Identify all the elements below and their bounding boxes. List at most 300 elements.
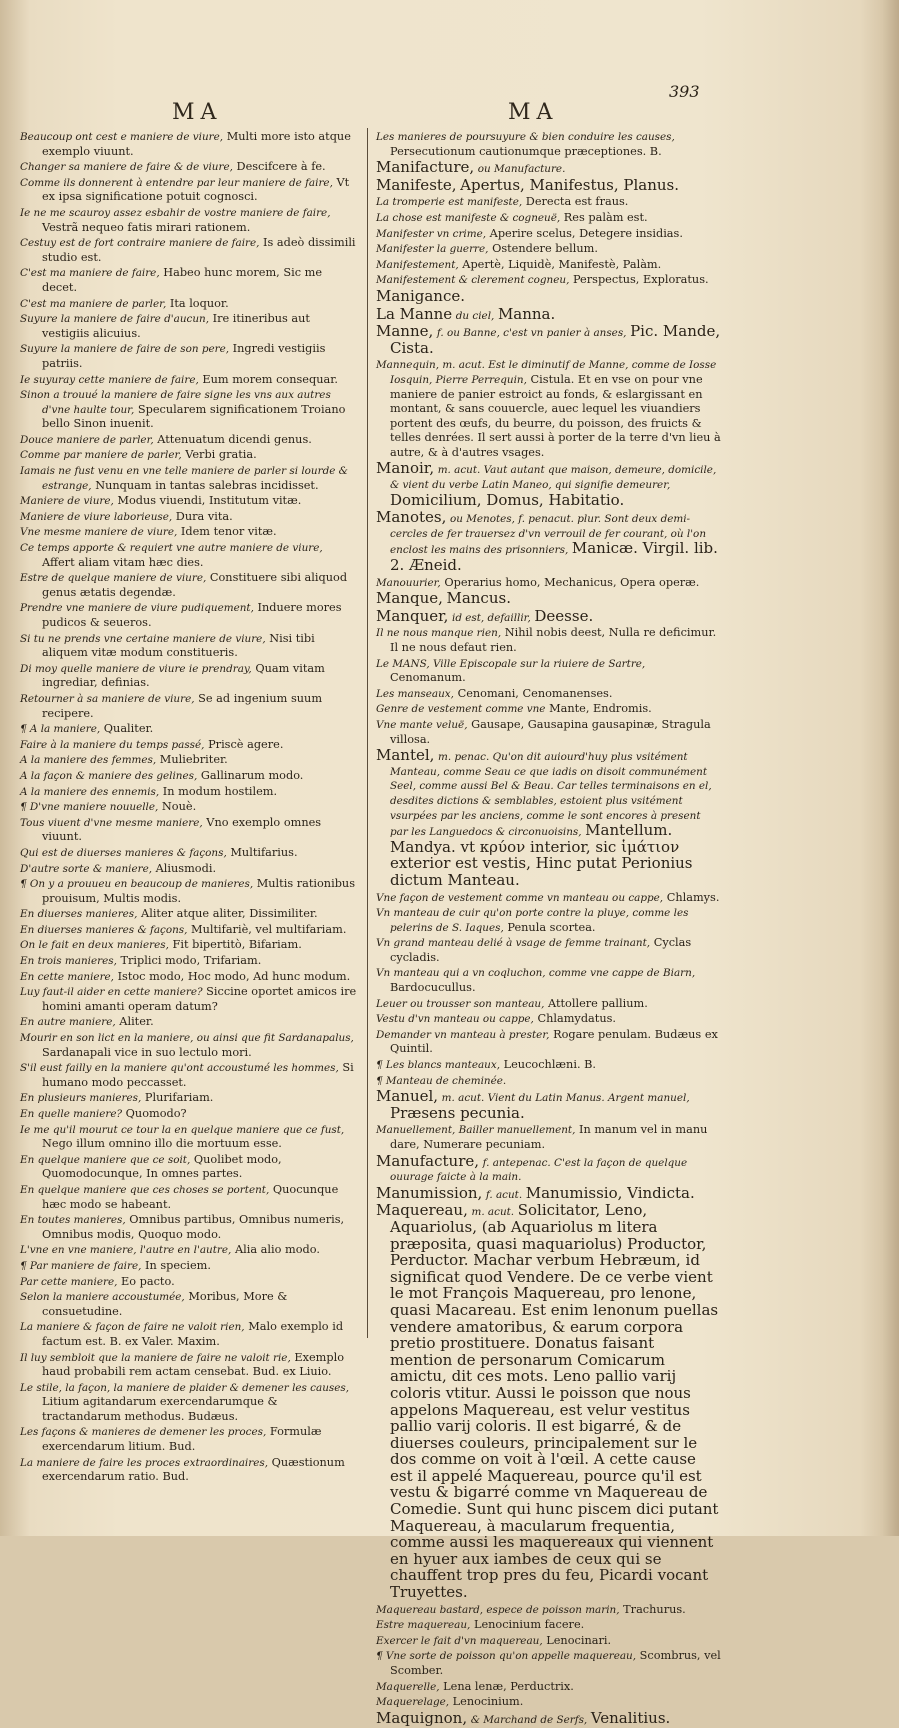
- entry-latin: Lenocinium.: [452, 1695, 524, 1709]
- entry-latin: Res palàm est.: [563, 210, 648, 224]
- dictionary-entry: [8, 571, 358, 600]
- entry-french: Di moy quelle maniere de viure ie prendray,: [20, 662, 252, 675]
- dictionary-entry: [8, 1123, 358, 1152]
- dictionary-entry: [8, 448, 358, 463]
- dictionary-entry: [8, 1381, 358, 1425]
- running-head-left: MA: [172, 100, 223, 125]
- dictionary-entry: [8, 510, 358, 525]
- entry-latin: Si humano modo peccasset.: [42, 1061, 354, 1089]
- dictionary-entry: [376, 510, 721, 574]
- entry-latin: Eo pacto.: [121, 1274, 175, 1288]
- entry-french: Suyure la maniere de faire de son pere,: [20, 343, 230, 356]
- dictionary-entry: [8, 312, 358, 341]
- entry-french: Maniere de viure,: [20, 495, 114, 508]
- dictionary-entry: [376, 1634, 721, 1649]
- dictionary-entry: [8, 1290, 358, 1319]
- dictionary-entry: [8, 206, 358, 235]
- dictionary-entry: [376, 576, 721, 591]
- entry-latin: Cenomani, Cenomanenses.: [457, 686, 613, 700]
- entry-latin: Exemplo haud probabili rem actam censebat. Bud. ex Liuio.: [42, 1350, 345, 1379]
- entry-latin: Se ad ingenium suum recipere.: [42, 691, 323, 720]
- dictionary-entry: [376, 1603, 721, 1618]
- entry-french: Il luy sembloit que la maniere de faire ne valoit rie,: [20, 1351, 291, 1364]
- entry-french: Vne façon de vestement comme vn manteau ou cappe,: [376, 891, 664, 904]
- entry-french: A la façon & maniere des gelines,: [20, 769, 198, 782]
- dictionary-entry: [8, 1091, 358, 1106]
- entry-french: ou Manufacture.: [477, 163, 566, 176]
- dictionary-entry: [376, 718, 721, 747]
- entry-headword: Manigance.: [376, 286, 466, 305]
- entry-french: Maquereau bastard, espece de poisson marin,: [376, 1603, 620, 1616]
- dictionary-entry: [8, 907, 358, 922]
- entry-french: C'est ma maniere de parler,: [20, 297, 167, 310]
- entry-french: En plusieurs manieres,: [20, 1092, 142, 1105]
- dictionary-entry: [376, 1183, 721, 1203]
- entry-french: Le stile, la façon, la maniere de plaider & demener les causes,: [20, 1381, 350, 1394]
- entry-french: ¶ Les blancs manteaux,: [376, 1059, 501, 1072]
- entry-french: C'est ma maniere de faire,: [20, 267, 160, 280]
- entry-french: La tromperie est manifeste,: [376, 196, 523, 209]
- entry-latin: Deesse.: [534, 606, 594, 625]
- entry-french: Tous viuent d'vne mesme maniere,: [20, 816, 203, 829]
- dictionary-entry: [376, 966, 721, 995]
- entry-latin: Manna.: [497, 304, 556, 323]
- entry-latin: Operarius homo, Mechanicus, Opera operæ.: [444, 575, 700, 589]
- entry-latin: Mante, Endromis.: [549, 702, 652, 716]
- entry-headword: Manuel,: [376, 1087, 439, 1106]
- dictionary-entry: [8, 176, 358, 205]
- dictionary-entry: [376, 175, 721, 195]
- entry-latin: Ingredi vestigiis patriis.: [42, 342, 326, 370]
- entry-latin: Venalitius.: [590, 1708, 671, 1727]
- entry-french: En diuerses manieres,: [20, 908, 138, 921]
- entry-latin: Omnibus partibus, Omnibus numeris, Omnibus modis, Quoquo modo.: [42, 1213, 345, 1241]
- entry-french: Les manieres de poursuyure & bien conduire les causes,: [376, 131, 675, 143]
- entry-french: Manifestement,: [376, 258, 459, 271]
- entry-french: Estre maquereau,: [376, 1619, 471, 1632]
- entry-french: Manifestement & clerement cogneu,: [376, 274, 570, 287]
- dictionary-entry: [8, 769, 358, 784]
- entry-french: du ciel,: [455, 309, 495, 322]
- dictionary-entry: [376, 1012, 721, 1027]
- dictionary-entry: [8, 846, 358, 861]
- entry-latin: Attenuatum dicendi genus.: [157, 432, 312, 446]
- entry-latin: Induere mores pudicos & seueros.: [42, 601, 342, 629]
- dictionary-entry: [376, 1151, 721, 1185]
- entry-french: Demander vn manteau à prester,: [376, 1028, 550, 1041]
- dictionary-entry: [376, 748, 721, 889]
- entry-french: Vne mesme maniere de viure,: [20, 526, 178, 539]
- dictionary-entry: [8, 1320, 358, 1349]
- dictionary-entry: [8, 1243, 358, 1258]
- entry-latin: In speciem.: [145, 1258, 211, 1272]
- entry-french: S'il eust failly en la maniere qu'ont accoustumé les hommes,: [20, 1062, 339, 1075]
- entry-french: Faire à la maniere du temps passé,: [20, 738, 205, 751]
- entry-french: En cette maniere,: [20, 970, 114, 983]
- entry-headword: Manque,: [376, 589, 443, 608]
- dictionary-entry: [8, 753, 358, 768]
- entry-french: m. penac. Qu'on dit auiourd'huy plus vsitément Manteau, comme Seau ce que iadis on disoit communément Seel, comme aussi Bel & Beau. Car telles terminaisons en el, desdites dictions & semblables, estoient plus vsitément vsurpées par les anciens, comme le sont encores à present par les Languedocs & circonuoisins,: [390, 751, 712, 839]
- entry-latin: Verbi gratia.: [185, 448, 257, 462]
- dictionary-entry: [8, 954, 358, 969]
- entry-french: Maniere de viure laborieuse,: [20, 510, 173, 523]
- entry-latin: Quomodo?: [125, 1107, 187, 1120]
- dictionary-entry: [8, 692, 358, 721]
- entry-latin: Cistula. Et en vse on pour vne maniere de panier estroict au fonds, & eslargissant en montant, & sans couuercle, auec lequel les viuandiers portent des œufs, du beurre, du poisson, des fruicts & telles denrées. Il sert aussi à porter de la terre d'vn lieu à autre, & à d'autres vsages.: [390, 372, 721, 459]
- entry-french: En quelle maniere?: [20, 1108, 123, 1120]
- entry-french: Estre de quelque maniere de viure,: [20, 572, 207, 585]
- entry-latin: Eum morem consequar.: [202, 372, 338, 386]
- dictionary-entry: [376, 687, 721, 702]
- page-number: 393: [669, 82, 700, 101]
- entry-french: En quelque maniere que ces choses se portent,: [20, 1183, 270, 1196]
- entry-latin: Domicilium, Domus, Habitatio.: [390, 490, 625, 509]
- entry-latin: Præsens pecunia.: [390, 1103, 525, 1122]
- entry-latin: Constituere sibi aliquod genus ætatis degendæ.: [42, 571, 348, 599]
- dictionary-entry: [376, 626, 721, 655]
- entry-latin: Rogare penulam. Budæus ex Quintil.: [390, 1027, 718, 1056]
- entry-french: Manuellement, Bailler manuellement,: [376, 1124, 576, 1137]
- dictionary-entry: [8, 1107, 358, 1122]
- entry-french: Maquerelle,: [376, 1680, 440, 1693]
- entry-headword: Manufacture,: [376, 1151, 480, 1170]
- dictionary-entry: [376, 130, 721, 159]
- entry-latin: Specularem significationem Troiano bello Sinon inuenit.: [42, 402, 346, 431]
- dictionary-entry: [8, 1275, 358, 1290]
- entry-headword: Manifacture,: [376, 158, 475, 177]
- dictionary-entry: [376, 1203, 721, 1601]
- entry-french: Si tu ne prends vne certaine maniere de viure,: [20, 632, 266, 645]
- right-column: [376, 130, 721, 1728]
- entry-latin: Gallinarum modo.: [200, 768, 304, 782]
- entry-french: m. acut. Vient du Latin Manus. Argent manuel,: [441, 1092, 690, 1105]
- entry-french: Manifester vn crime,: [376, 227, 487, 240]
- dictionary-entry: [8, 541, 358, 570]
- dictionary-entry: [376, 1618, 721, 1633]
- entry-latin: Mantellum. Mandya. vt κρύον interior, sic ἱμάτιον exterior est vestis, Hinc putat Perionius dictum Manteau.: [390, 821, 693, 889]
- entry-latin: Perspectus, Exploratus.: [572, 273, 709, 287]
- entry-french: Manouurier,: [376, 576, 441, 589]
- dictionary-entry: [376, 1708, 721, 1728]
- entry-latin: Aliter atque aliter, Dissimiliter.: [141, 907, 318, 921]
- entry-headword: Maquignon,: [376, 1708, 468, 1727]
- entry-latin: Nunquam in tantas salebras incidisset.: [95, 478, 319, 492]
- entry-latin: Nihil nobis deest, Nulla re deficimur. Il ne nous defaut rien.: [390, 626, 717, 654]
- entry-french: Il ne nous manque rien,: [376, 627, 502, 640]
- entry-latin: Lena lenæ, Perductrix.: [443, 1679, 574, 1693]
- entry-french: En autre maniere,: [20, 1016, 116, 1029]
- entry-latin: In manum vel in manu dare, Numerare pecuniam.: [390, 1123, 708, 1151]
- dictionary-entry: [376, 358, 721, 460]
- entry-headword: Manifeste,: [376, 175, 457, 194]
- entry-french: A la maniere des femmes,: [20, 754, 157, 767]
- dictionary-entry: [8, 494, 358, 509]
- entry-latin: Moribus, More & consuetudine.: [42, 1290, 288, 1318]
- entry-latin: Apertè, Liquidè, Manifestè, Palàm.: [462, 257, 662, 271]
- entry-french: On le fait en deux manieres,: [20, 939, 169, 952]
- dictionary-entry: [8, 1351, 358, 1380]
- entry-latin: Litium agitandarum exercendarumque & tractandarum methodus. Budæus.: [42, 1395, 278, 1423]
- dictionary-entry: [8, 433, 358, 448]
- dictionary-entry: [8, 1456, 358, 1485]
- entry-french: Par cette maniere,: [20, 1275, 118, 1288]
- entry-french: id est, defaillir,: [452, 611, 531, 624]
- entry-latin: Pic. Mande, Cista.: [390, 322, 721, 357]
- entry-french: ¶ Par maniere de faire,: [20, 1259, 142, 1272]
- entry-latin: Ita loquor.: [169, 296, 229, 310]
- entry-headword: Manumission,: [376, 1183, 483, 1202]
- dictionary-entry: [8, 877, 358, 906]
- entry-french: La maniere de faire les proces extraordinaires,: [20, 1456, 269, 1469]
- entry-french: En quelque maniere que ce soit,: [20, 1153, 191, 1166]
- entry-french: f. ou Banne, c'est vn panier à anses,: [436, 327, 627, 340]
- entry-latin: Chlamys.: [666, 890, 720, 904]
- entry-french: Vestu d'vn manteau ou cappe,: [376, 1013, 534, 1026]
- entry-french: ou Menotes, f. penacut. plur. Sont deux demi-cercles de fer trauersez d'vn verrouil de fer courant, où l'on enclost les mains des prisonniers,: [390, 513, 707, 557]
- dictionary-entry: [8, 662, 358, 691]
- dictionary-entry: [8, 1031, 358, 1060]
- dictionary-entry: [376, 1074, 721, 1089]
- entry-french: Prendre vne maniere de viure pudiquement,: [20, 602, 254, 615]
- entry-french: D'autre sorte & maniere,: [20, 862, 153, 875]
- entry-french: La chose est manifeste & cogneuë,: [376, 211, 561, 224]
- entry-french: ¶ Vne sorte de poisson qu'on appelle maquereau,: [376, 1650, 637, 1663]
- entry-latin: Nouè.: [161, 800, 197, 814]
- entry-french: Le MANS, Ville Episcopale sur la riuiere de Sartre,: [376, 657, 646, 670]
- entry-french: m. acut. Vaut autant que maison, demeure, domicile, & vient du verbe Latin Maneo, qui signifie demeurer,: [390, 464, 717, 492]
- entry-latin: Dura vita.: [175, 509, 233, 523]
- dictionary-entry: [8, 266, 358, 295]
- entry-latin: Multifarius.: [230, 845, 298, 859]
- dictionary-entry: [8, 738, 358, 753]
- dictionary-entry: [8, 923, 358, 938]
- dictionary-entry: [8, 785, 358, 800]
- entry-latin: Vno exemplo omnes viuunt.: [42, 815, 322, 844]
- entry-french: Vne mante veluë,: [376, 718, 468, 731]
- entry-latin: Nego illum omnino illo die mortuum esse.: [42, 1137, 282, 1151]
- entry-latin: Cyclas cycladis.: [390, 936, 692, 964]
- dictionary-entry: [376, 195, 721, 210]
- dictionary-entry: [376, 1058, 721, 1073]
- entry-french: Selon la maniere accoustumée,: [20, 1291, 185, 1304]
- entry-french: Genre de vestement comme vne: [376, 703, 546, 716]
- entry-headword: Manquer,: [376, 606, 449, 625]
- entry-french: f. acut.: [485, 1188, 523, 1201]
- dictionary-entry: [8, 1015, 358, 1030]
- dictionary-entry: [376, 906, 721, 935]
- entry-latin: Cenomanum.: [390, 671, 466, 685]
- dictionary-entry: [8, 601, 358, 630]
- dictionary-entry: [8, 1425, 358, 1454]
- entry-french: Mannequin, m. acut. Est le diminutif de Manne, comme de Iosse Iosquin, Pierre Perrequin,: [376, 359, 717, 386]
- entry-french: ¶ D'vne maniere nouuelle,: [20, 801, 159, 814]
- dictionary-entry: [376, 1123, 721, 1152]
- entry-latin: Multi more isto atque exemplo viuunt.: [42, 130, 351, 158]
- entry-latin: Quocunque hæc modo se habeant.: [42, 1182, 339, 1211]
- entry-french: Sinon a trouué la maniere de faire signe les vns aux autres d'vne haulte tour,: [20, 389, 331, 416]
- left-column: [8, 130, 358, 1486]
- entry-headword: Manoir,: [376, 459, 435, 478]
- entry-latin: Aperire scelus, Detegere insidias.: [489, 226, 683, 240]
- dictionary-entry: [8, 862, 358, 877]
- entry-french: Vn manteau de cuir qu'on porte contre la pluye, comme les pelerins de S. Iaques,: [376, 907, 689, 934]
- entry-latin: Habeo hunc morem, Sic me decet.: [42, 266, 323, 294]
- dictionary-entry: [376, 258, 721, 273]
- entry-latin: Fit bipertitò, Bifariam.: [172, 938, 302, 952]
- entry-latin: Manicæ. Virgil. lib. 2. Æneid.: [390, 539, 718, 575]
- entry-latin: Aliusmodi.: [155, 861, 217, 875]
- entry-latin: Attollere pallium.: [548, 996, 648, 1010]
- dictionary-entry: [376, 286, 721, 306]
- dictionary-entry: [8, 236, 358, 265]
- entry-french: Ie suyuray cette maniere de faire,: [20, 373, 199, 386]
- entry-latin: Vestrã nequeo fatis mirari rationem.: [42, 220, 251, 234]
- entry-headword: Mantel,: [376, 746, 435, 765]
- dictionary-entry: [8, 373, 358, 388]
- entry-latin: Qualiter.: [103, 722, 154, 736]
- dictionary-entry: [8, 1153, 358, 1182]
- entry-latin: Multifariè, vel multifariam.: [191, 922, 347, 936]
- entry-latin: Lenocinari.: [546, 1633, 612, 1647]
- entry-french: Retourner à sa maniere de viure,: [20, 692, 195, 705]
- entry-french: Ie me qu'il mourut ce tour la en quelque maniere que ce fust,: [20, 1123, 345, 1136]
- entry-latin: Ostendere bellum.: [492, 242, 598, 256]
- entry-french: Vn manteau qui a vn coqluchon, comme vne cappe de Biarn,: [376, 967, 696, 980]
- entry-french: f. antepenac. C'est la façon de quelque ouurage faicte à la main.: [390, 1156, 688, 1184]
- dictionary-entry: [8, 1259, 358, 1274]
- running-head-right: MA: [508, 100, 559, 125]
- entry-french: Cestuy est de fort contraire maniere de faire,: [20, 237, 260, 250]
- entry-headword: Manne,: [376, 322, 434, 341]
- entry-latin: Vt ex ipsa significatione potuit cognosci.: [42, 175, 350, 204]
- dictionary-entry: [376, 304, 721, 324]
- dictionary-entry: [376, 242, 721, 257]
- entry-french: Maquerelage,: [376, 1696, 450, 1709]
- entry-french: ¶ On y a prouueu en beaucoup de manieres,: [20, 878, 254, 891]
- entry-latin: Solicitator, Leno, Aquariolus, (ab Aquariolus m litera præposita, quasi maquariolus) Productor, Perductor. Machar verbum Hebræum, id significat quod Vendere. De ce verbe vient le mot François Maquereau, pro lenone, quasi Macareau. Est enim lenonum puellas vendere amatoribus, & earum corpora pretio prostituere. Donatus faisant mention de personarum Comicarum amictu, dit ces mots. Leno pallio varij coloris vtitur. Aussi le poisson que nous appelons Maquereau, est velur vestitus pallio varij coloris. Il est bigarré, & de diuerses couleurs, principalement sur le dos comme on voit à l'œil. A cette cause est il appelé Maquereau, pource qu'il est vestu & bigarré comme vn Maquereau de Comedie. Sunt qui hunc piscem dici putant Maquereau, à macularum frequentia, comme aussi les maquereaux qui viennent en hyuer aux iambes de ceux qui se chauffent trop pres du feu, Picardi vocant Truyettes.: [390, 1201, 719, 1602]
- dictionary-entry: [376, 1028, 721, 1057]
- entry-french: Douce maniere de parler,: [20, 433, 154, 446]
- entry-latin: Penula scortea.: [507, 920, 596, 934]
- dictionary-entry: [8, 525, 358, 540]
- page-edge: [883, 0, 899, 1536]
- entry-latin: Quæstionum exercendarum ratio. Bud.: [42, 1455, 345, 1484]
- entry-french: En trois manieres,: [20, 955, 117, 968]
- dictionary-entry: [376, 461, 721, 509]
- dictionary-entry: [376, 936, 721, 965]
- entry-latin: In modum hostilem.: [162, 784, 278, 798]
- entry-latin: Triplici modo, Trifariam.: [120, 954, 262, 968]
- entry-french: Beaucoup ont cest e maniere de viure,: [20, 131, 224, 143]
- entry-french: Manifester la guerre,: [376, 243, 489, 256]
- entry-latin: Formulæ exercendarum litium. Bud.: [42, 1425, 322, 1454]
- entry-latin: Chlamydatus.: [537, 1012, 616, 1026]
- entry-latin: Bardocucullus.: [390, 981, 476, 995]
- entry-latin: Muliebriter.: [159, 753, 228, 767]
- entry-french: Qui est de diuerses manieres & façons,: [20, 846, 227, 859]
- entry-latin: Modus viuendi, Institutum vitæ.: [117, 494, 302, 508]
- dictionary-entry: [8, 816, 358, 845]
- dictionary-entry: [8, 388, 358, 432]
- entry-latin: Affert aliam vitam hæc dies.: [42, 555, 204, 569]
- dictionary-entry: [376, 606, 721, 626]
- entry-latin: Quolibet modo, Quomodocunque, In omnes partes.: [42, 1152, 282, 1181]
- entry-latin: Descifcere à fe.: [236, 160, 326, 174]
- dictionary-entry: [376, 1695, 721, 1710]
- entry-latin: Derecta est fraus.: [525, 195, 629, 209]
- dictionary-entry: [8, 342, 358, 371]
- entry-latin: Leucochlæni. B.: [503, 1058, 597, 1072]
- entry-french: m. acut.: [471, 1206, 515, 1219]
- dictionary-entry: [8, 632, 358, 661]
- entry-latin: Trachurus.: [623, 1602, 686, 1616]
- entry-latin: Sardanapali vice in suo lectulo mori.: [42, 1045, 252, 1059]
- entry-french: ¶ A la maniere,: [20, 723, 101, 736]
- entry-latin: Ire itineribus aut vestigiis alicuius.: [42, 312, 310, 340]
- entry-latin: Persecutionum cautionumque præceptiones. B.: [390, 144, 662, 158]
- entry-latin: Multis rationibus prouisum, Multis modis.: [42, 877, 355, 905]
- entry-headword: La Manne: [376, 304, 453, 323]
- dictionary-entry: [376, 211, 721, 226]
- entry-french: Leuer ou trousser son manteau,: [376, 997, 545, 1010]
- entry-french: Exercer le fait d'vn maquereau,: [376, 1634, 543, 1647]
- dictionary-entry: [8, 800, 358, 815]
- entry-latin: Nisi tibi aliquem vitæ modum constitueris.: [42, 631, 315, 660]
- entry-latin: Mancus.: [446, 589, 511, 608]
- entry-french: A la maniere des ennemis,: [20, 785, 160, 798]
- dictionary-entry: [8, 160, 358, 175]
- entry-latin: Plurifariam.: [144, 1091, 214, 1105]
- column-rule: [367, 128, 368, 1338]
- entry-latin: Priscè agere.: [208, 737, 284, 751]
- entry-latin: Aliter.: [119, 1015, 154, 1029]
- dictionary-entry: [376, 657, 721, 686]
- entry-french: Les façons & manieres de demener les proces,: [20, 1426, 267, 1439]
- dictionary-entry: [8, 1183, 358, 1212]
- dictionary-entry: [8, 970, 358, 985]
- entry-latin: Istoc modo, Hoc modo, Ad hunc modum.: [117, 969, 351, 983]
- dictionary-entry: [8, 938, 358, 953]
- dictionary-entry: [376, 1649, 721, 1678]
- entry-french: Comme ils donnerent à entendre par leur maniere de faire,: [20, 176, 333, 189]
- dictionary-entry: [8, 130, 358, 159]
- entry-headword: Manotes,: [376, 508, 447, 527]
- entry-french: ¶ Manteau de cheminée.: [376, 1074, 507, 1087]
- dictionary-entry: [376, 160, 721, 177]
- dictionary-entry: [376, 273, 721, 288]
- entry-latin: Quam vitam ingrediar, definias.: [42, 661, 325, 690]
- entry-french: Suyure la maniere de faire d'aucun,: [20, 313, 210, 326]
- entry-latin: Manumissio, Vindicta.: [525, 1183, 695, 1202]
- entry-french: Vn grand manteau delié à vsage de femme trainant,: [376, 937, 651, 950]
- entry-latin: Gausape, Gausapina gausapinæ, Stragula villosa.: [390, 717, 711, 746]
- entry-latin: Scombrus, vel Scomber.: [390, 1649, 721, 1677]
- dictionary-entry: [8, 985, 358, 1014]
- entry-french: Ie ne me scauroy assez esbahir de vostre maniere de faire,: [20, 206, 331, 219]
- entry-french: Iamais ne fust venu en vne telle maniere de parler si lourde & estrange,: [20, 465, 348, 492]
- entry-latin: Malo exemplo id factum est. B. ex Valer. Maxim.: [42, 1320, 344, 1348]
- dictionary-entry: [376, 591, 721, 608]
- entry-french: Les manseaux,: [376, 687, 454, 700]
- entry-french: Changer sa maniere de faire & de viure,: [20, 161, 233, 174]
- entry-french: L'vne en vne maniere, l'autre en l'autre,: [20, 1244, 232, 1257]
- entry-french: En toutes manieres,: [20, 1214, 126, 1227]
- entry-latin: Siccine oportet amicos ire homini amanti operam datum?: [42, 985, 357, 1013]
- dictionary-entry: [376, 702, 721, 717]
- dictionary-entry: [376, 324, 721, 357]
- entry-headword: Maquereau,: [376, 1201, 468, 1220]
- entry-latin: Is adeò dissimili studio est.: [42, 236, 356, 264]
